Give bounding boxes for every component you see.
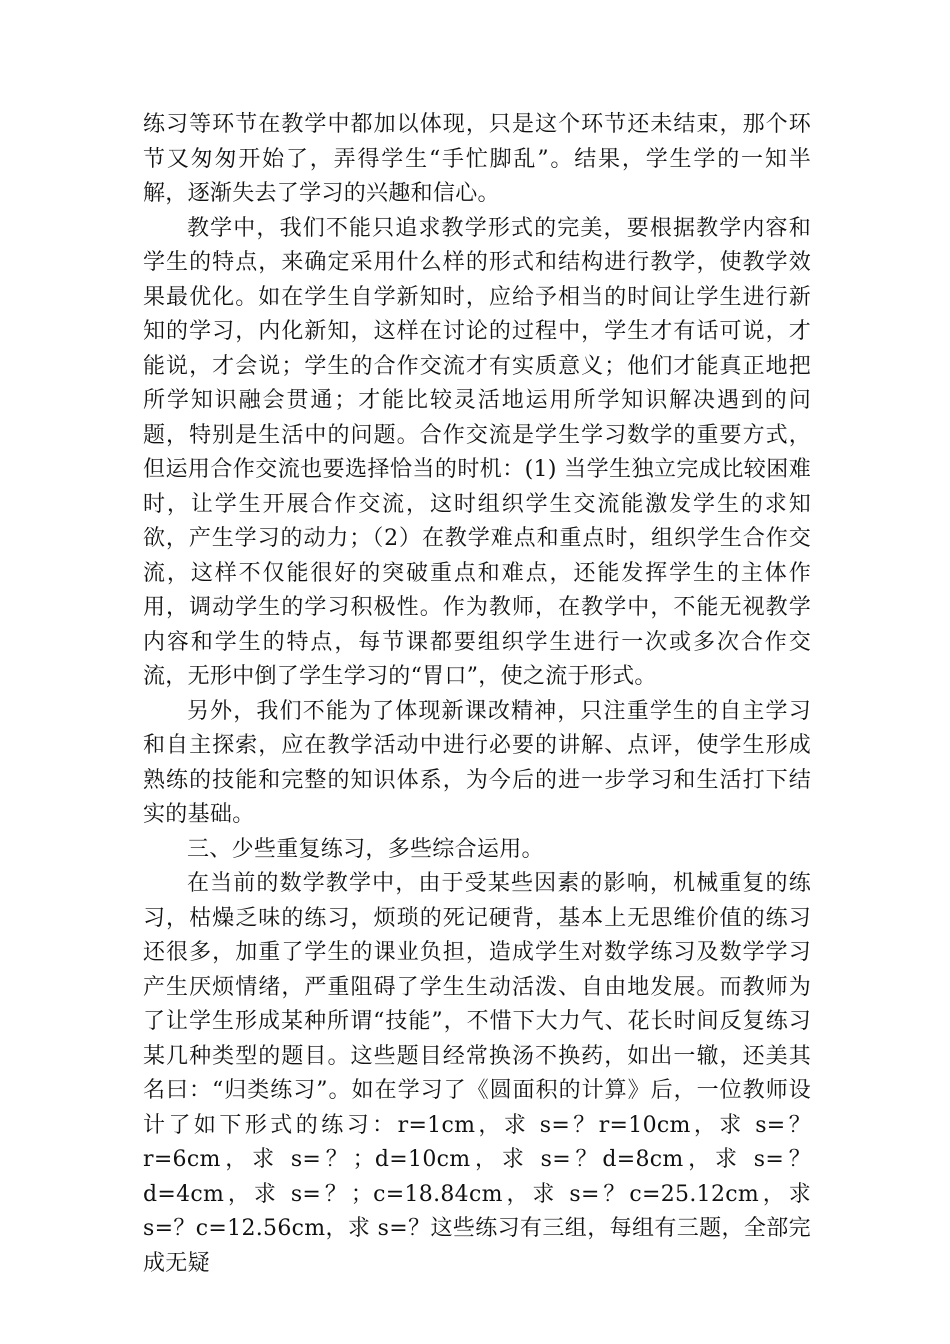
paragraph-3: 另外，我们不能为了体现新课改精神，只注重学生的自主学习和自主探索，应在教学活动中进行必要的讲解、点评，使学生形成熟练的技能和完整的知识体系，为今后的进一步学习和生活打下结实的基础。: [143, 698, 811, 827]
paragraph-4: 在当前的数学教学中，由于受某些因素的影响，机械重复的练习，枯燥乏味的练习，烦琐的死记硬背，基本上无思维价值的练习还很多，加重了学生的课业负担，造成学生对数学练习及数学学习产生厌烦情绪，严重阻碍了学生生动活泼、自由地发展。而教师为了让学生形成某种所谓“技能”，不惜下大力气、花长时间反复练习某几种类型的题目。这些题目经常换汤不换药，如出一辙，还美其名曰：“归类练习”。如在学习了《圆面积的计算》后，一位教师设计了如下形式的练习：r=1cm，求 s=？r=10cm，求 s=？r=6cm，求 s=？；d=10cm，求 s=？d=8cm，求 s=？d=4cm，求 s=？；c=18.84cm，求 s=？c=25.12cm，求 s=？c=12.56cm，求 s=？这些练习有三组，每组有三题，全部完成无疑: [143, 871, 811, 1276]
paragraph-1: 练习等环节在教学中都加以体现，只是这个环节还未结束，那个环节又匆匆开始了，弄得学生“手忙脚乱”。结果，学生学的一知半解，逐渐失去了学习的兴趣和信心。: [143, 112, 811, 206]
document-body: [143, 108, 811, 1281]
paragraph-2: 教学中，我们不能只追求教学形式的完美，要根据教学内容和学生的特点，来确定采用什么样的形式和结构进行教学，使教学效果最优化。如在学生自学新知时，应给予相当的时间让学生进行新知的学习，内化新知，这样在讨论的过程中，学生才有话可说，才能说，才会说；学生的合作交流才有实质意义；他们才能真正地把所学知识融会贯通；才能比较灵活地运用所学知识解决遇到的问题，特别是生活中的问题。合作交流是学生学习数学的重要方式，但运用合作交流也要选择恰当的时机：(1) 当学生独立完成比较困难时，让学生开展合作交流，这时组织学生交流能激发学生的求知欲，产生学习的动力；（2）在教学难点和重点时，组织学生合作交流，这样不仅能很好的突破重点和难点，还能发挥学生的主体作用，调动学生的学习积极性。作为教师，在教学中，不能无视教学内容和学生的特点，每节课都要组织学生进行一次或多次合作交流，无形中倒了学生学习的“胃口”，使之流于形式。: [143, 215, 811, 689]
section-heading: 三、少些重复练习，多些综合运用。: [187, 836, 544, 862]
